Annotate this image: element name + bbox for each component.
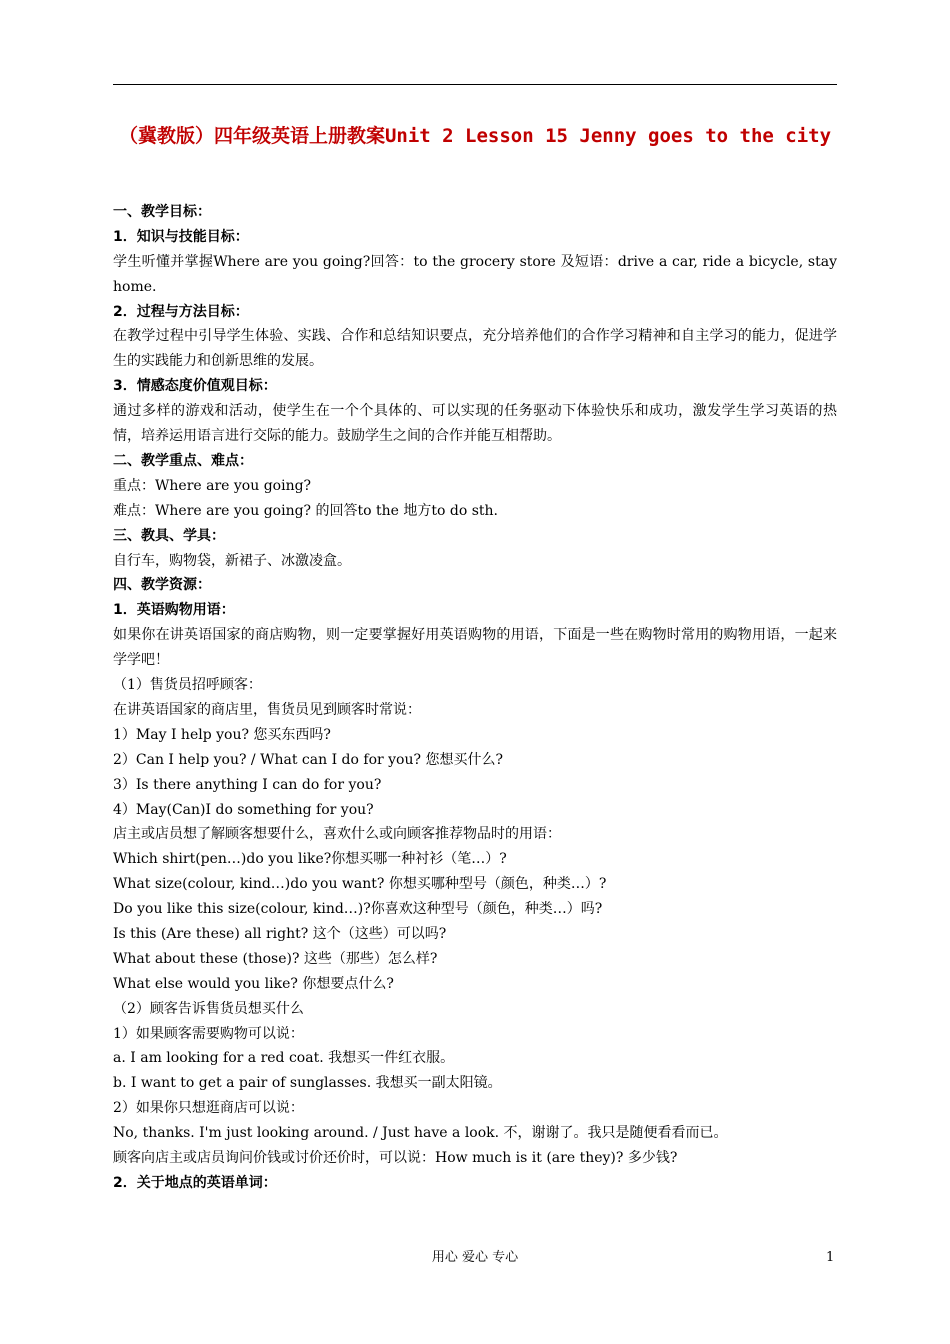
section-heading: 三、教具、学具： (113, 527, 225, 544)
page-number: 1 (826, 1250, 835, 1265)
section-heading: 3．情感态度价值观目标： (113, 378, 277, 395)
body-line: 学生听懂并掌握Where are you going?回答：to the grocery store 及短语：drive a car, ride a bicycle, stay home. (113, 253, 837, 295)
body-line: What else would you like? 你想要点什么? (113, 975, 394, 992)
section-heading: 一、教学目标： (113, 204, 211, 220)
body-line: Which shirt(pen…)do you like?你想买哪一种衬衫（笔…）? (113, 851, 507, 868)
document-body (113, 200, 837, 1196)
body-line: 2）Can I help you? / What can I do for you? 您想买什么? (113, 751, 503, 768)
section-heading: 1．知识与技能目标： (113, 228, 249, 245)
body-line: 重点：Where are you going? (113, 477, 312, 494)
body-line: 通过多样的游戏和活动，使学生在一个个具体的、可以实现的任务驱动下体验快乐和成功，激发学生学习英语的热情，培养运用语言进行交际的能力。鼓励学生之间的合作并能互相帮助。 (113, 403, 837, 445)
body-line: a. I am looking for a red coat. 我想买一件红衣服。 (113, 1050, 455, 1067)
document-title: （冀教版）四年级英语上册教案Unit 2 Lesson 15 Jenny goes to the city (118, 125, 832, 147)
body-line: 如果你在讲英语国家的商店购物，则一定要掌握好用英语购物的用语，下面是一些在购物时常用的购物用语，一起来学学吧！ (113, 627, 837, 669)
section-heading: 四、教学资源： (113, 577, 211, 594)
body-line: 1）May I help you? 您买东西吗? (113, 726, 331, 743)
section-heading: 2．关于地点的英语单词： (113, 1174, 277, 1191)
header-rule (113, 84, 837, 85)
section-heading: 1．英语购物用语： (113, 602, 235, 619)
body-line: b. I want to get a pair of sunglasses. 我想买一副太阳镜。 (113, 1075, 502, 1092)
body-line: Is this (Are these) all right? 这个（这些）可以吗? (113, 925, 447, 942)
footer-slogan: 用心 爱心 专心 (431, 1250, 519, 1265)
body-line: 顾客向店主或店员询问价钱或讨价还价时，可以说：How much is it (are they)? 多少钱? (113, 1149, 678, 1166)
body-line: Do you like this size(colour, kind…)?你喜欢这种型号（颜色，种类…）吗? (113, 901, 603, 918)
body-line: 难点：Where are you going? 的回答to the 地方to do sth. (113, 502, 499, 519)
body-line: What about these (those)? 这些（那些）怎么样? (113, 950, 438, 967)
body-line: What size(colour, kind…)do you want? 你想买哪种型号（颜色，种类…）? (113, 876, 607, 893)
section-heading: 二、教学重点、难点： (113, 453, 253, 469)
body-line: 自行车，购物袋，新裙子、冰激凌盒。 (113, 552, 351, 569)
body-line: （1）售货员招呼顾客： (113, 677, 262, 694)
body-line: 3）Is there anything I can do for you? (113, 776, 382, 793)
body-line: 店主或店员想了解顾客想要什么，喜欢什么或向顾客推荐物品时的用语： (113, 826, 561, 843)
body-line: No, thanks. I'm just looking around. / Just have a look. 不，谢谢了。我只是随便看看而已。 (113, 1125, 728, 1142)
body-line: 2）如果你只想逛商店可以说： (113, 1100, 304, 1117)
body-line: 4）May(Can)I do something for you? (113, 801, 374, 818)
body-line: 在讲英语国家的商店里，售货员见到顾客时常说： (113, 701, 421, 718)
body-line: （2）顾客告诉售货员想买什么 (113, 1000, 304, 1017)
body-line: 1）如果顾客需要购物可以说： (113, 1025, 304, 1042)
body-line: 在教学过程中引导学生体验、实践、合作和总结知识要点，充分培养他们的合作学习精神和自主学习的能力，促进学生的实践能力和创新思维的发展。 (113, 328, 837, 370)
section-heading: 2．过程与方法目标： (113, 303, 249, 320)
